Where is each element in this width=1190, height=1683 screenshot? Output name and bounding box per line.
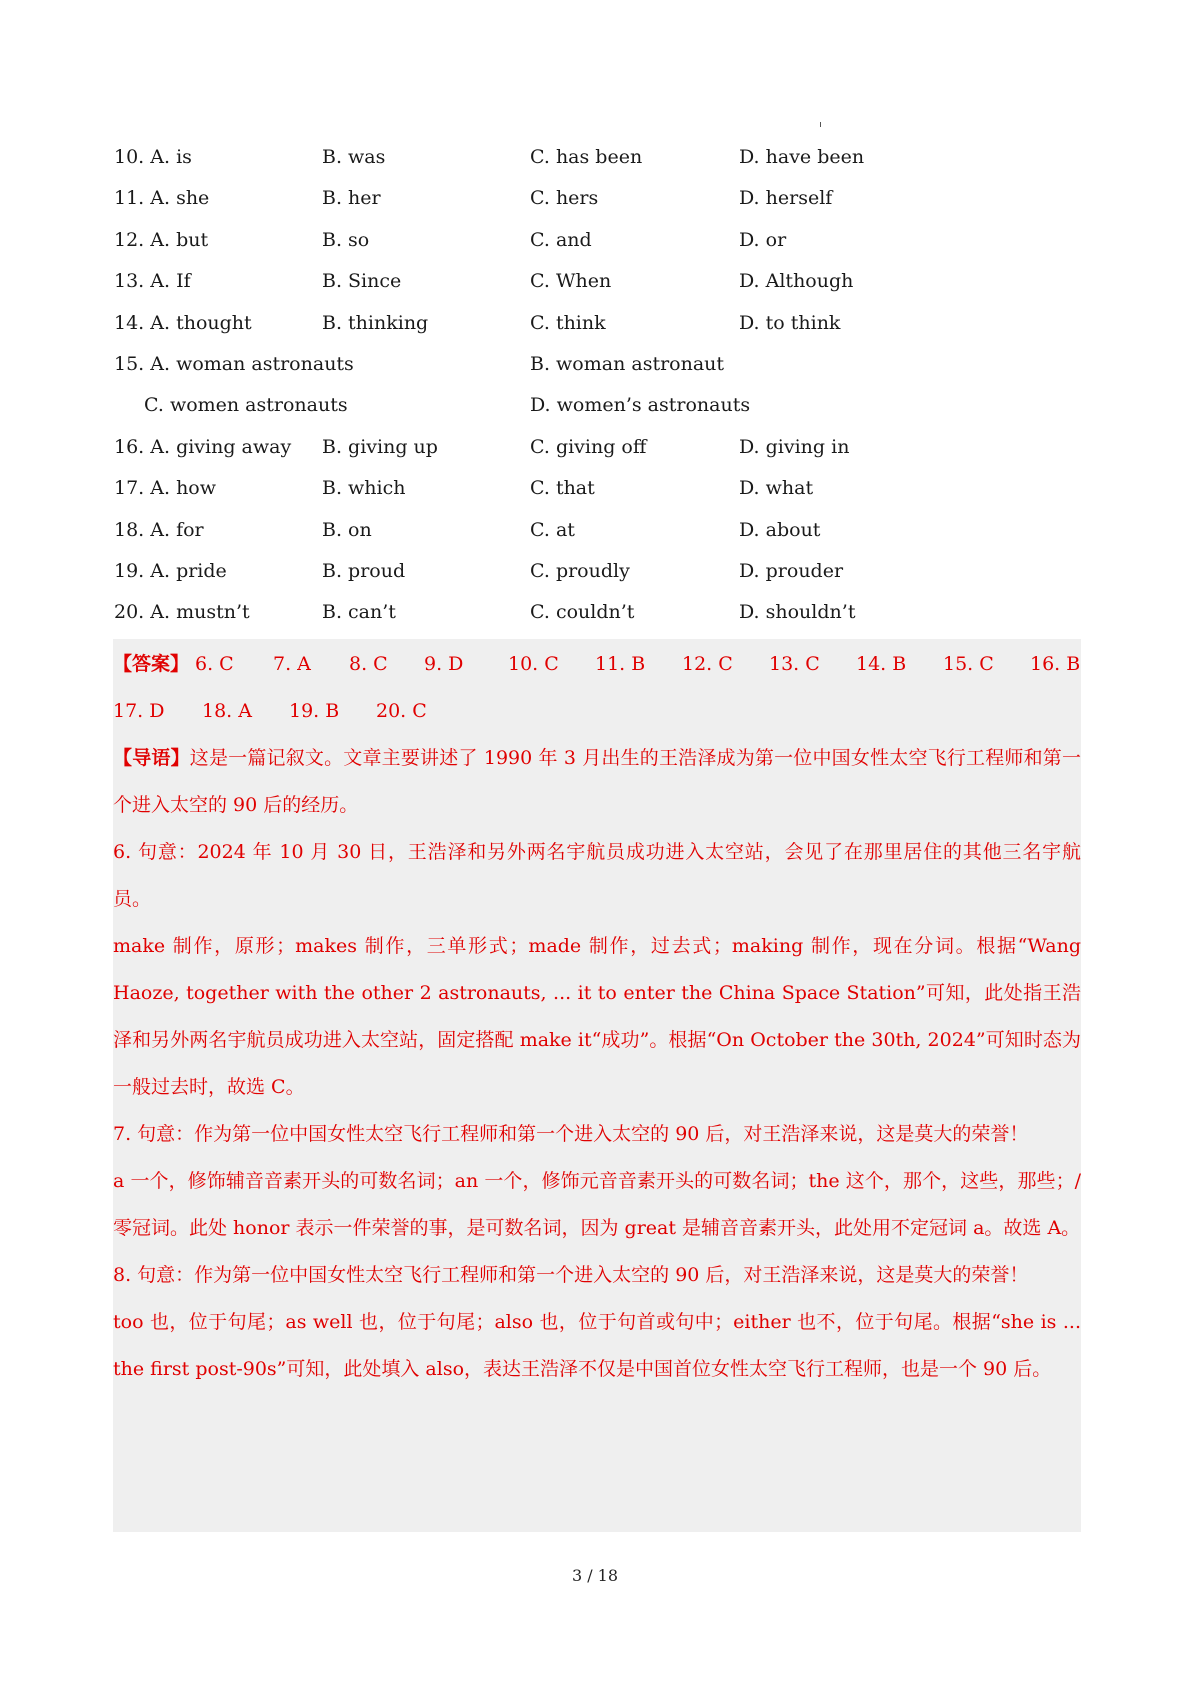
option-c: C. couldn’t bbox=[530, 601, 635, 624]
option-c: C. and bbox=[530, 228, 592, 251]
option-row bbox=[114, 141, 1094, 182]
option-row bbox=[114, 224, 1094, 265]
answer-key: 16. B bbox=[1030, 653, 1081, 675]
option-a: 19. A. pride bbox=[114, 559, 227, 582]
option-a: 16. A. giving away bbox=[114, 435, 292, 458]
answer-keys-row-1 bbox=[113, 641, 1081, 688]
option-b: B. proud bbox=[322, 559, 406, 582]
answer-key: 19. B bbox=[289, 700, 340, 722]
option-c: C. women astronauts bbox=[144, 394, 348, 417]
option-c: C. proudly bbox=[530, 559, 630, 582]
option-d: D. what bbox=[739, 477, 814, 500]
option-a: 17. A. how bbox=[114, 477, 217, 500]
answer-label: 【答案】 bbox=[113, 653, 190, 675]
guide-label: 【导语】 bbox=[113, 747, 190, 769]
page-number: 3 / 18 bbox=[571, 1566, 619, 1585]
option-d: D. have been bbox=[739, 146, 865, 168]
option-b: B. on bbox=[322, 518, 372, 541]
option-a: 10. A. is bbox=[114, 146, 192, 168]
option-d: D. herself bbox=[739, 187, 833, 210]
scan-mark bbox=[820, 122, 821, 127]
answer-key: 12. C bbox=[682, 653, 733, 675]
option-row bbox=[114, 431, 1094, 472]
option-b: B. which bbox=[322, 477, 406, 500]
option-d: D. women’s astronauts bbox=[530, 394, 751, 417]
answer-key: 20. C bbox=[376, 700, 427, 722]
option-row bbox=[114, 514, 1094, 555]
option-c: C. giving off bbox=[530, 435, 647, 458]
option-a: 11. A. she bbox=[114, 187, 210, 210]
answer-key: 11. B bbox=[595, 653, 646, 675]
option-row bbox=[114, 596, 1094, 637]
answer-explanation bbox=[113, 641, 1081, 1393]
answer-key: 13. C bbox=[769, 653, 820, 675]
answer-key: 8. C bbox=[349, 653, 388, 675]
option-b: B. was bbox=[322, 146, 386, 168]
option-row bbox=[114, 348, 1094, 389]
option-a: 20. A. mustn’t bbox=[114, 601, 250, 624]
option-row bbox=[114, 389, 1094, 430]
option-c: C. has been bbox=[530, 146, 643, 168]
option-b: B. so bbox=[322, 228, 370, 251]
option-row bbox=[114, 182, 1094, 223]
option-c: C. that bbox=[530, 477, 595, 500]
answer-options bbox=[114, 141, 1094, 638]
option-a: 18. A. for bbox=[114, 518, 204, 541]
answer-key: 10. C bbox=[508, 653, 559, 675]
guide-text: 这是一篇记叙文。文章主要讲述了 1990 年 3 月出生的王浩泽成为第一位中国女性太空飞行工程师和第一个进入太空的 90 后的经历。 bbox=[113, 747, 1081, 816]
option-d: D. shouldn’t bbox=[739, 601, 856, 624]
answer-key: 14. B bbox=[856, 653, 907, 675]
option-d: D. about bbox=[739, 518, 821, 541]
answer-key: 7. A bbox=[273, 653, 311, 675]
option-d: D. to think bbox=[739, 311, 841, 334]
explanation-paragraph: 7. 句意：作为第一位中国女性太空飞行工程师和第一个进入太空的 90 后，对王浩泽来说，这是莫大的荣誉！ bbox=[113, 1123, 1029, 1145]
option-row bbox=[114, 555, 1094, 596]
option-a: 13. A. If bbox=[114, 270, 191, 293]
option-c: C. think bbox=[530, 311, 606, 334]
explanation-paragraph: 8. 句意：作为第一位中国女性太空飞行工程师和第一个进入太空的 90 后，对王浩泽来说，这是莫大的荣誉！ bbox=[113, 1264, 1029, 1286]
guide-paragraph bbox=[113, 735, 1081, 829]
answer-key: 15. C bbox=[943, 653, 994, 675]
answer-key: 9. D bbox=[424, 653, 464, 675]
answer-key: 6. C bbox=[195, 653, 234, 675]
option-c: C. hers bbox=[530, 187, 599, 210]
option-b: B. woman astronaut bbox=[530, 352, 725, 375]
option-c: C. at bbox=[530, 518, 575, 541]
option-d: D. prouder bbox=[739, 559, 844, 582]
explanation-paragraph: make 制作，原形；makes 制作，三单形式；made 制作，过去式；making 制作，现在分词。根据“Wang Haoze, together with the other 2 astronauts, ... it to enter the China Space Station”可知，此处指王浩泽和另外两名宇航员成功进入太空站，固定搭配 make it“成功”。根据“On October the 30th, 2024”可知时态为一般过去时，故选 C。 bbox=[113, 935, 1081, 1098]
option-row bbox=[114, 472, 1094, 513]
option-b: B. can’t bbox=[322, 601, 396, 624]
option-b: B. giving up bbox=[322, 435, 438, 458]
explanation-paragraph: 6. 句意：2024 年 10 月 30 日，王浩泽和另外两名宇航员成功进入太空站，会见了在那里居住的其他三名宇航员。 bbox=[113, 841, 1081, 910]
option-d: D. giving in bbox=[739, 435, 850, 458]
option-b: B. Since bbox=[322, 270, 402, 293]
answer-keys-row-2 bbox=[113, 688, 1081, 735]
option-b: B. thinking bbox=[322, 311, 429, 334]
option-row bbox=[114, 265, 1094, 306]
answer-key: 18. A bbox=[202, 700, 252, 722]
option-d: D. Although bbox=[739, 270, 854, 293]
option-d: D. or bbox=[739, 228, 787, 251]
option-a: 15. A. woman astronauts bbox=[114, 352, 354, 375]
answer-key: 17. D bbox=[113, 700, 165, 722]
option-a: 12. A. but bbox=[114, 228, 209, 251]
explanation-paragraph: too 也，位于句尾；as well 也，位于句尾；also 也，位于句首或句中；either 也不，位于句尾。根据“she is ... the first post-90s”可知，此处填入 also，表达王浩泽不仅是中国首位女性太空飞行工程师，也是一个 90 后。 bbox=[113, 1311, 1081, 1380]
option-a: 14. A. thought bbox=[114, 311, 252, 334]
explanation-paragraph: a 一个，修饰辅音音素开头的可数名词；an 一个，修饰元音音素开头的可数名词；the 这个，那个，这些，那些；/零冠词。此处 honor 表示一件荣誉的事，是可数名词，因为 great 是辅音音素开头，此处用不定冠词 a。故选 A。 bbox=[113, 1170, 1081, 1239]
option-b: B. her bbox=[322, 187, 381, 210]
option-row bbox=[114, 307, 1094, 348]
option-c: C. When bbox=[530, 270, 612, 293]
